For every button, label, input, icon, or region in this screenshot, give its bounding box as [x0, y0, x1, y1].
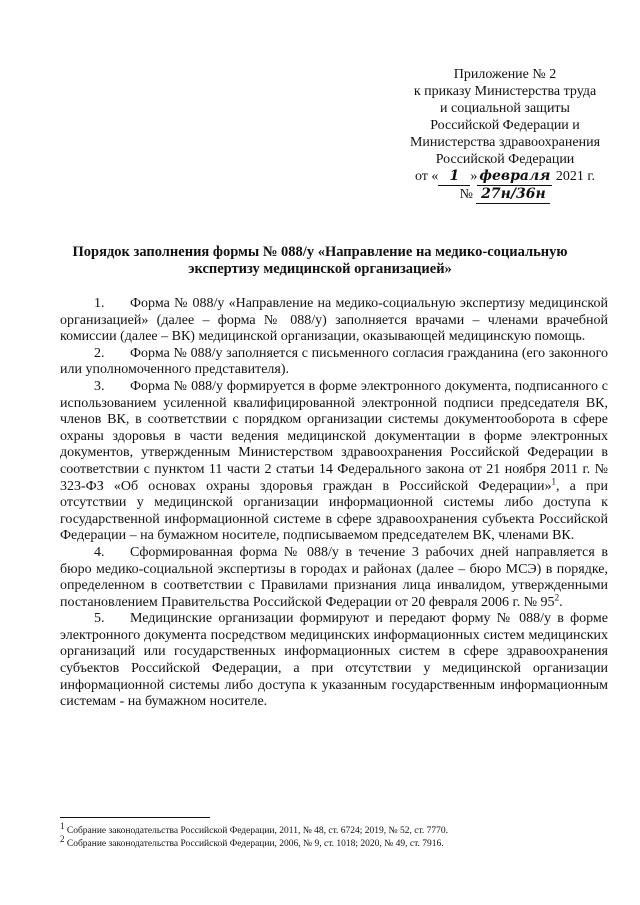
appendix-line: Приложение № 2 — [453, 67, 557, 82]
handwritten-month: февраля — [479, 168, 551, 184]
date-year: 2021 г. — [555, 169, 596, 184]
paragraph-number: 4. — [94, 544, 105, 560]
paragraph-1 — [60, 296, 608, 346]
paragraph-2 — [60, 346, 608, 379]
footnote-1 — [60, 820, 620, 838]
paragraph-number: 2. — [94, 345, 105, 361]
document-body — [60, 296, 608, 711]
appendix-line: Российской Федерации — [435, 152, 575, 167]
document-title: Порядок заполнения формы № 088/у «Направление на медико-социальную экспертизу медицинской организацией» — [72, 244, 568, 277]
paragraph-number: 1. — [94, 296, 105, 311]
order-number — [380, 186, 630, 204]
paragraph-3 — [60, 379, 608, 545]
paragraph-4 — [60, 545, 608, 611]
handwritten-day: 1 — [438, 168, 470, 186]
footnote-mark: 1 — [60, 820, 65, 831]
paragraph-text-cont: . — [559, 594, 563, 610]
paragraph-number: 3. — [94, 378, 105, 394]
order-date — [380, 168, 630, 186]
appendix-line: Российской Федерации и — [430, 118, 580, 133]
appendix-line: Министерства здравоохранения — [409, 135, 601, 150]
footnotes — [60, 820, 620, 851]
footnote-ref[interactable]: 1 — [551, 475, 557, 486]
appendix-line: к приказу Министерства труда — [413, 84, 597, 99]
footnote-ref[interactable]: 2 — [554, 592, 560, 603]
paragraph-text: Форма № 088/у заполняется с письменного согласия гражданина (его законного или уполномоченного представителя). — [60, 345, 608, 378]
paragraph-5 — [60, 611, 608, 711]
paragraph-text: Форма № 088/у «Направление на медико-социальную экспертизу медицинской организацией» (далее – форма № 088/у) заполняется врачами – членами врачебной комиссии (далее – ВК) медицинской организации, оказывающей медицинскую помощь. — [60, 296, 608, 345]
paragraph-text: Медицинские организации формируют и передают форму № 088/у в форме электронного документа посредством медицинских информационных систем медицинских организаций или государственных информационных систем в сфере здравоохранения субъектов Российской Федерации, а при отсутствии у медицинской организации информационной системы либо доступа к указанным государственным информационным системам - на бумажном носителе. — [60, 611, 608, 710]
footnote-mark: 2 — [60, 833, 65, 844]
handwritten-number: 27н/36н — [476, 186, 550, 204]
date-mid: » — [470, 169, 478, 184]
paragraph-text: Сформированная форма № 088/у в течение 3 рабочих дней направляется в бюро медико-социальной экспертизы в городах и районах (далее – бюро МСЭ) в порядке, определенном в соответствии с Правилами признания лица инвалидом, утвержденными постановлением Правительства Российской Федерации от 20 февраля 2006 г. № 95 — [60, 544, 608, 610]
footnote-2 — [60, 833, 620, 851]
footnote-divider — [60, 817, 210, 818]
paragraph-text: Форма № 088/у формируется в форме электронного документа, подписанного с использованием усиленной квалифицированной электронной подписи председателя ВК, членов ВК, в соответствии с порядком организации системы документооборота в сфере охраны здоровья в части ведения медицинской документации в форме электронных документов, утвержденным Министерством здравоохранения Российской Федерации в соответствии с пунктом 11 части 2 статьи 14 Федерального закона от 21 ноября 2011 г. № 323-ФЗ «Об основах охраны здоровья граждан в Российской Федерации» — [60, 378, 608, 494]
date-prefix: от « — [414, 169, 439, 184]
number-prefix: № — [459, 187, 473, 202]
footnote-text: Собрание законодательства Российской Федерации, 2006, № 9, ст. 1018; 2020, № 49, ст. 7916. — [66, 839, 444, 849]
appendix-header — [380, 66, 630, 204]
paragraph-number: 5. — [94, 611, 105, 627]
paragraph-text-cont: , а при отсутствии у медицинской организации информационной системы либо доступа к государственной информационной системе в сфере здравоохранения субъекта Российской Федерации – на бумажном носителе, подписываемом председателем ВК, членами ВК. — [60, 478, 608, 544]
appendix-line: и социальной защиты — [440, 101, 570, 116]
footnote-text: Собрание законодательства Российской Федерации, 2011, № 48, ст. 6724; 2019, № 52, ст. 7770. — [66, 826, 449, 836]
